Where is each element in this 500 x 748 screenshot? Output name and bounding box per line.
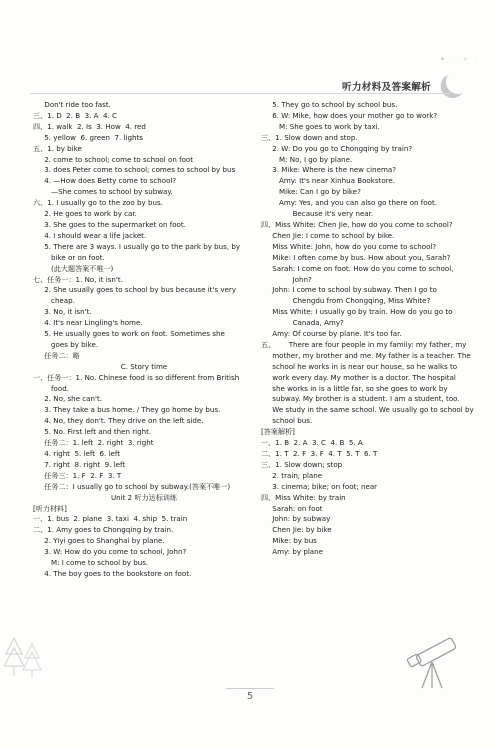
text-line: John: by subway (261, 514, 331, 524)
trees-decoration-icon (4, 630, 44, 680)
text-line: Mike: I often come by bus. How about you, Sarah? (261, 252, 451, 262)
text-line: 3. does Peter come to school; comes to school by bus (33, 165, 236, 175)
text-line: 五、 There are four people in my family: my father, my (261, 339, 467, 349)
text-line: 3. No, it isn't. (33, 307, 92, 317)
text-line: Chen Jie: by bike (261, 525, 332, 535)
text-line: Mike: by bus (261, 536, 317, 546)
text-line: bike or on foot. (33, 252, 105, 262)
text-line: 任务二：I usually go to school by subway.(答案不唯一) (33, 481, 231, 491)
text-line: Amy: Of course by plane. It's too far. (261, 329, 402, 339)
text-line: 二、1. T 2. F 3. F 4. T 5. T 6. T (261, 449, 378, 458)
text-line: John? (261, 274, 312, 284)
text-line: food. (33, 383, 69, 393)
text-line: 2. W: Do you go to Chongqing by train? (261, 143, 413, 153)
text-line: 一、1. B 2. A 3. C 4. B 5. A (261, 438, 363, 448)
text-line: [听力材料] (33, 503, 67, 513)
header-title: 听力材料及答案解析 (342, 82, 432, 93)
text-line: Sarah: I come on foot. How do you come to school, (261, 263, 454, 273)
text-line: 七、任务一：1. No, it isn't. (33, 274, 123, 284)
text-line: 5. There are 3 ways. I usually go to the park by bus, by (33, 241, 241, 251)
right-column (261, 100, 483, 558)
text-line: 5. No. First left and then right. (33, 427, 152, 437)
text-line: M: I come to school by bus. (33, 558, 149, 568)
text-line: 2. No, she can't. (33, 394, 102, 404)
telescope-icon (396, 636, 466, 690)
text-line: cheap. (33, 296, 75, 306)
left-column (33, 100, 255, 580)
text-line: (此大题答案不唯一) (33, 263, 114, 273)
text-line: mother, my brother and me. My father is a teacher. The (261, 350, 471, 360)
text-line: Amy: by plane (261, 547, 324, 557)
text-line: 4. I should wear a life jacket. (33, 230, 147, 240)
text-line: 4. right 5. left 6. left (33, 449, 121, 458)
text-line: 5. They go to school by school bus. (261, 100, 398, 109)
text-line: Amy: Yes, and you can also go there on foot. (261, 198, 438, 208)
text-line: 3. She goes to the supermarket on foot. (33, 219, 186, 229)
text-line: 一、任务一：1. No. Chinese food is so different from British (33, 372, 240, 382)
text-line: Mike: Can I go by bike? (261, 187, 361, 197)
text-line: —She comes to school by subway. (33, 187, 173, 197)
text-line: We study in the same school. We usually go to school by (261, 405, 474, 415)
stars-decoration-icon: ✦ · ✧ · (440, 56, 481, 63)
text-line: 一、1. bus 2. plane 3. taxi 4. ship 5. train (33, 514, 188, 524)
text-line: Unit 2 听力达标训练 (110, 492, 178, 502)
page-number: 5 (226, 688, 274, 702)
text-line: 4. The boy goes to the bookstore on foot. (33, 568, 192, 578)
text-line: she works in is a little far, so she goes to work by (261, 383, 448, 393)
text-line: 六、1. I usually go to the zoo by bus. (33, 198, 163, 208)
text-line: 三、1. D 2. B 3. A 4. C (33, 110, 117, 120)
text-line: 2. come to school; come to school on foot (33, 154, 194, 164)
text-line: Don't ride too fast. (33, 100, 111, 109)
text-line: goes by bike. (33, 339, 99, 349)
text-line: 四、Miss White: Chen Jie, how do you come to school? (261, 219, 453, 229)
text-line: Sarah: on foot (261, 503, 323, 513)
text-line: Because it's very near. (261, 209, 374, 219)
text-line: M: She goes to work by taxi. (261, 121, 380, 131)
text-line: 四、Miss White: by train (261, 492, 346, 502)
text-line: 3. They take a bus home. / They go home by bus. (33, 405, 221, 415)
text-line: 三、1. Slow down and stop. (261, 132, 358, 142)
text-line: John: I come to school by subway. Then I go to (261, 285, 437, 295)
text-line: 7. right 8. right 9. left (33, 459, 126, 469)
text-line: subway. My brother is a student. I am a student, too. (261, 394, 460, 404)
text-line: C. Story time (120, 361, 168, 371)
text-line: 3. cinema; bike; on foot; near (261, 481, 378, 491)
text-line: school bus. (261, 416, 313, 426)
text-line: Miss White: I usually go by train. How do you go to (261, 307, 453, 317)
text-line: Canada, Amy? (261, 318, 344, 328)
text-line: 2. She usually goes to school by bus because it's very (33, 285, 237, 295)
text-line: 3. W: How do you come to school, John? (33, 547, 187, 557)
text-line: 5. He usually goes to work on foot. Sometimes she (33, 329, 225, 339)
header-divider (30, 93, 450, 94)
text-line: Amy: It's near Xinhua Bookstore. (261, 176, 396, 186)
text-line: 3. Mike: Where is the new cinema? (261, 165, 396, 175)
text-line: 五、1. by bike (33, 143, 82, 153)
text-line: 4. —How does Betty come to school? (33, 176, 177, 186)
text-line: Miss White: John, how do you come to school? (261, 241, 437, 251)
text-line: Chen Jie: I come to school by bike. (261, 230, 395, 240)
text-line: 2. He goes to work by car. (33, 209, 137, 219)
text-line: 6. W: Mike, how does your mother go to work? (261, 110, 438, 120)
text-line: 三、1. Slow down; stop (261, 459, 343, 469)
text-line: 2. Yiyi goes to Shanghai by plane. (33, 536, 165, 546)
text-line: 4. It's near Lingling's home. (33, 318, 143, 328)
text-line: 四、1. walk 2. Is 3. How 4. red (33, 121, 146, 131)
text-line: 任务三：1. F 2. F 3. T (33, 470, 122, 480)
text-line: 2. train; plane (261, 470, 323, 480)
text-line: school he works in is near our house, so he walks to (261, 361, 458, 371)
text-line: [答案解析] (261, 427, 295, 437)
text-line: 二、1. Amy goes to Chongqing by train. (33, 525, 174, 535)
text-line: work every day. My mother is a doctor. The hospital (261, 372, 456, 382)
text-line: Chengdu from Chongqing, Miss White? (261, 296, 431, 306)
moon-icon (444, 68, 472, 96)
text-line: 任务二：略 (33, 350, 80, 360)
text-line: 4. No, they don't. They drive on the left side. (33, 416, 204, 426)
text-line: 任务二：1. left 2. right 3. right (33, 438, 154, 448)
text-line: 5. yellow 6. green 7. lights (33, 132, 143, 142)
text-line: M: No, I go by plane. (261, 154, 353, 164)
